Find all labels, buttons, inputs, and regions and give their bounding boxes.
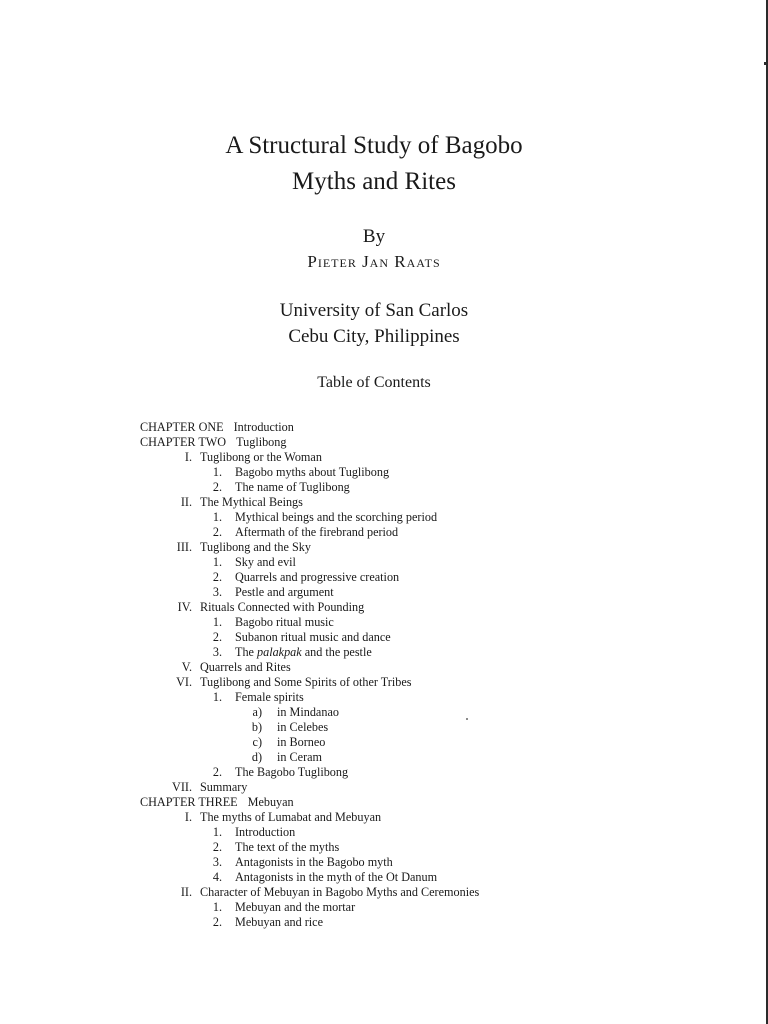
toc-entry [0,495,768,510]
toc-entry-title: The Mythical Beings [200,495,303,509]
scan-speck [466,718,468,720]
toc-entry-title: in Mindanao [277,705,339,719]
toc-entry-title: in Borneo [277,735,326,749]
toc-entry-title: The text of the myths [235,840,340,854]
author-name: Pieter Jan Raats [307,252,441,271]
toc-entry-title: in Celebes [277,720,329,734]
toc-entry-number: 1. [212,690,222,704]
toc-entry-number: 2. [212,915,222,929]
affiliation-university: University of San Carlos [279,300,469,321]
toc-entry [0,885,768,900]
toc-entry-number: I. [184,450,192,464]
toc-entry-number: 2. [212,840,222,854]
toc-entry [0,840,768,855]
toc-entry-title: Tuglibong or the Woman [200,450,322,464]
toc-entry-title: Subanon ritual music and dance [235,630,391,644]
toc-entry [0,465,768,480]
scan-mark [764,62,768,65]
toc-entry [0,900,768,915]
toc-entry [0,585,768,600]
toc-entry [0,810,768,825]
toc-entry-number: 2. [212,480,222,494]
toc-chapter-title: Mebuyan [247,795,294,809]
toc-entry [0,720,768,735]
toc-entry [0,645,768,660]
toc-heading: Table of Contents [317,374,431,391]
affiliation-city: Cebu City, Philippines [288,326,460,347]
toc-entry-number: 1. [212,900,222,914]
toc-entry-title: Female spirits [235,690,304,704]
toc-chapter-entry [0,420,768,435]
toc-entry [0,630,768,645]
toc-entry-title: in Ceram [277,750,323,764]
toc-chapter-label: CHAPTER TWO [140,435,227,449]
toc-entry-title: Quarrels and Rites [200,660,291,674]
toc-entry-title: Aftermath of the firebrand period [235,525,399,539]
toc-entry-title: The Bagobo Tuglibong [235,765,349,779]
toc-entry [0,540,768,555]
toc-entry-title: Antagonists in the myth of the Ot Danum [235,870,438,884]
table-of-contents [0,420,768,930]
toc-entry-number: VII. [172,780,192,794]
toc-chapter-text [140,420,294,435]
toc-entry [0,750,768,765]
toc-chapter-text [140,435,286,450]
toc-entry [0,705,768,720]
toc-entry-number: IV. [177,600,192,614]
toc-entry [0,660,768,675]
toc-chapter-label: CHAPTER THREE [140,795,238,809]
toc-entry-title: The palakpak and the pestle [235,645,372,659]
toc-chapter-label: CHAPTER ONE [140,420,224,434]
toc-chapter-title: Introduction [233,420,294,434]
toc-entry-title: Pestle and argument [235,585,334,599]
toc-entry-number: 3. [212,585,222,599]
toc-entry [0,510,768,525]
toc-entry-title: Introduction [235,825,296,839]
toc-entry-title: Mebuyan and rice [235,915,323,929]
toc-entry-title: Tuglibong and the Sky [200,540,311,554]
toc-entry-title: Mythical beings and the scorching period [235,510,438,524]
toc-entry-title: Antagonists in the Bagobo myth [235,855,393,869]
toc-entry-title: Rituals Connected with Pounding [200,600,365,614]
toc-entry [0,615,768,630]
toc-entry-number: 2. [212,570,222,584]
toc-entry-number: 3. [212,645,222,659]
toc-entry [0,870,768,885]
toc-entry [0,525,768,540]
toc-entry-number: 2. [212,630,222,644]
toc-entry [0,825,768,840]
toc-entry [0,915,768,930]
toc-entry-number: c) [252,735,262,749]
toc-entry [0,450,768,465]
toc-entry [0,780,768,795]
toc-entry-number: 1. [212,555,222,569]
toc-entry [0,855,768,870]
toc-entry-title: Quarrels and progressive creation [235,570,400,584]
toc-entry-title: Mebuyan and the mortar [235,900,356,914]
toc-chapter-entry [0,795,768,810]
toc-entry-number: II. [180,885,192,899]
toc-entry [0,765,768,780]
toc-chapter-entry [0,435,768,450]
toc-entry-title: The name of Tuglibong [235,480,350,494]
toc-entry-number: I. [184,810,192,824]
toc-entry [0,735,768,750]
toc-entry-number: 1. [212,465,222,479]
toc-entry [0,555,768,570]
toc-entry-number: 2. [212,525,222,539]
toc-entry [0,675,768,690]
toc-entry-number: VI. [176,675,192,689]
toc-entry [0,570,768,585]
toc-chapter-title: Tuglibong [236,435,287,449]
toc-entry-number: 1. [212,825,222,839]
toc-entry-title: Sky and evil [235,555,296,569]
toc-entry-title: Character of Mebuyan in Bagobo Myths and Ceremonies [200,885,480,899]
toc-entry-title: Bagobo myths about Tuglibong [235,465,390,479]
toc-chapter-text [140,795,294,810]
toc-entry-number: 3. [212,855,222,869]
toc-entry-number: V. [181,660,192,674]
title-line-2: Myths and Rites [292,168,456,195]
byline-label: By [362,226,386,247]
toc-entry-number: d) [251,750,262,764]
toc-entry-title: The myths of Lumabat and Mebuyan [200,810,382,824]
toc-entry-number: b) [251,720,262,734]
toc-entry [0,600,768,615]
toc-entry-number: II. [180,495,192,509]
toc-entry [0,690,768,705]
toc-entry-number: 2. [212,765,222,779]
toc-entry-number: 1. [212,615,222,629]
title-line-1: A Structural Study of Bagobo [225,132,523,159]
toc-entry-number: 1. [212,510,222,524]
toc-entry-number: 4. [212,870,222,884]
toc-entry-title: Tuglibong and Some Spirits of other Tribes [200,675,412,689]
toc-entry-title: Summary [200,780,248,794]
toc-entry-title: Bagobo ritual music [235,615,334,629]
toc-entry-number: III. [176,540,192,554]
toc-entry-number: a) [252,705,262,719]
toc-entry [0,480,768,495]
